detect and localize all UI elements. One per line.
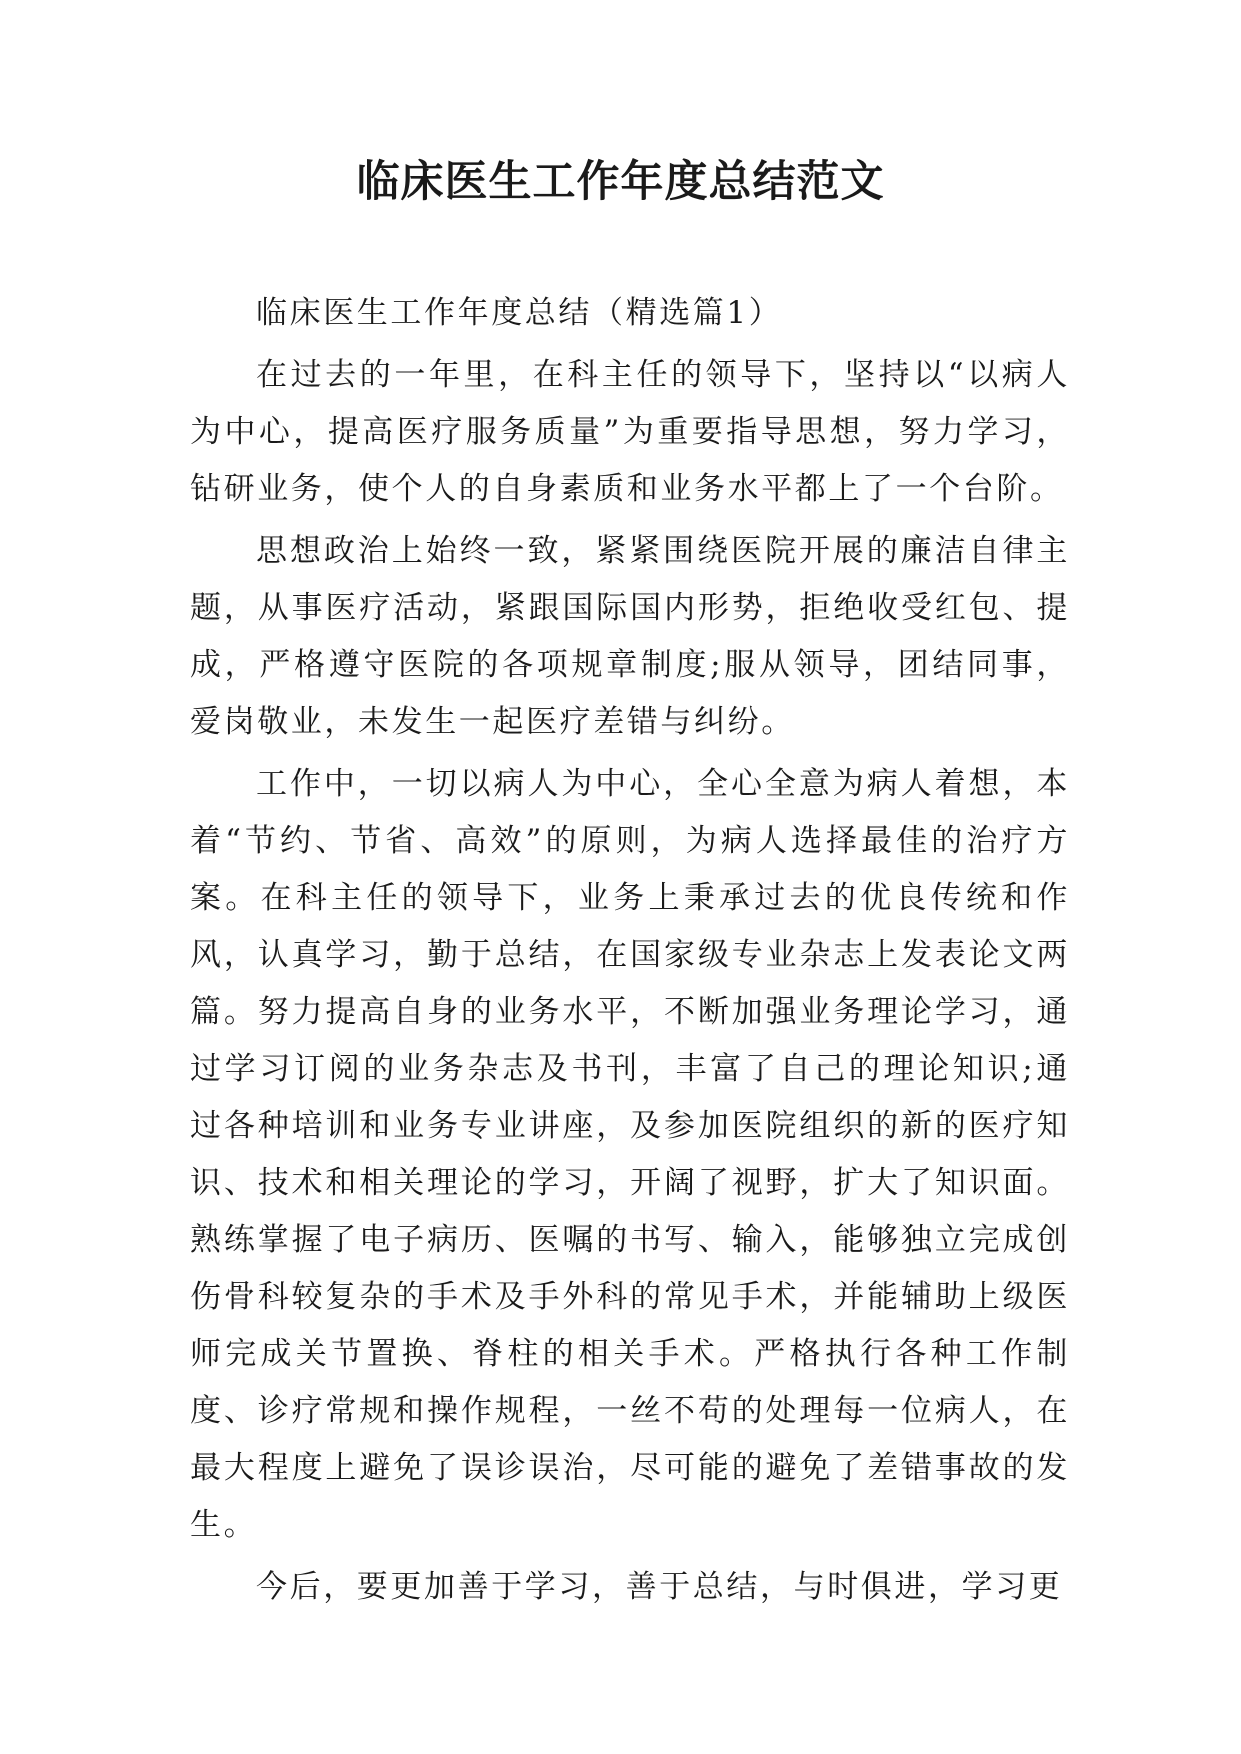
section-heading: 临床医生工作年度总结（精选篇1）	[256, 295, 783, 331]
paragraph-political: 思想政治上始终一致，紧紧围绕医院开展的廉洁自律主题，从事医疗活动，紧跟国际国内形势，拒绝收受红包、提成，严格遵守医院的各项规章制度;服从领导，团结同事，爱岗敬业，未发生一起医疗差错与纠纷。	[190, 533, 1070, 740]
paragraph-work: 工作中，一切以病人为中心，全心全意为病人着想，本着“节约、节省、高效”的原则，为病人选择最佳的治疗方案。在科主任的领导下，业务上秉承过去的优良传统和作风，认真学习，勤于总结，在国家级专业杂志上发表论文两篇。努力提高自身的业务水平，不断加强业务理论学习，通过学习订阅的业务杂志及书刊，丰富了自己的理论知识;通过各种培训和业务专业讲座，及参加医院组织的新的医疗知识、技术和相关理论的学习，开阔了视野，扩大了知识面。熟练掌握了电子病历、医嘱的书写、输入，能够独立完成创伤骨科较复杂的手术及手外科的常见手术，并能辅助上级医师完成关节置换、脊柱的相关手术。严格执行各种工作制度、诊疗常规和操作规程，一丝不苟的处理每一位病人，在最大程度上避免了误诊误治，尽可能的避免了差错事故的发生。	[190, 766, 1070, 1543]
document-title: 临床医生工作年度总结范文	[356, 157, 885, 207]
document-body	[190, 285, 1070, 1621]
paragraph-intro: 在过去的一年里，在科主任的领导下，坚持以“以病人为中心，提高医疗服务质量”为重要指导思想，努力学习，钻研业务，使个人的自身素质和业务水平都上了一个台阶。	[190, 357, 1070, 507]
paragraph-future: 今后，要更加善于学习，善于总结，与时俱进，学习更	[256, 1569, 1063, 1605]
